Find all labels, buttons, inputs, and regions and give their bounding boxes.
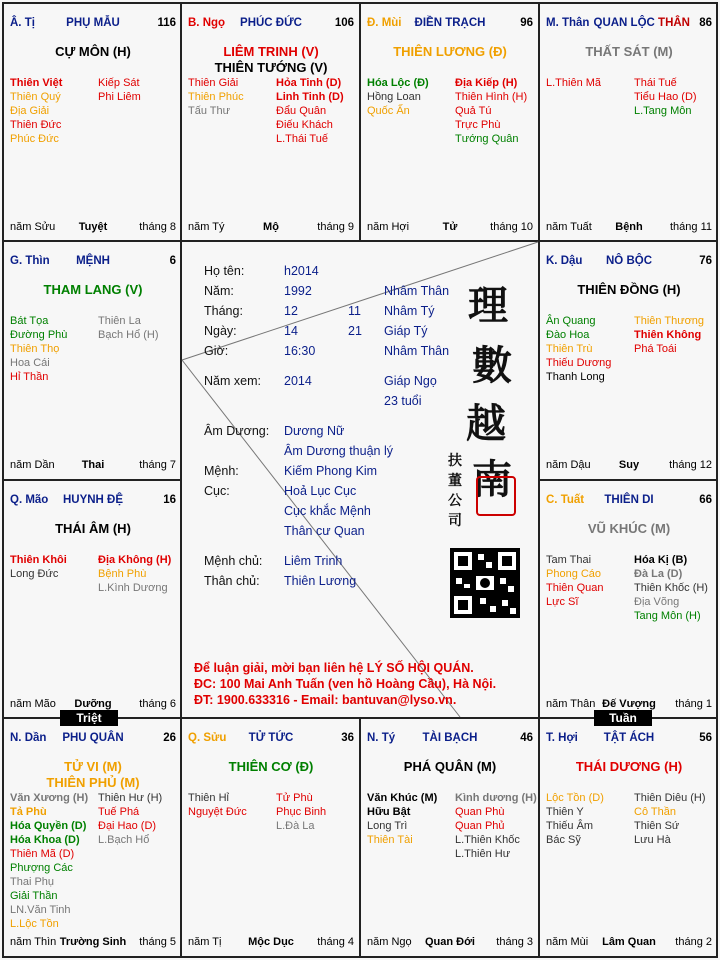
- than-chu-value: Thiên Lương: [284, 574, 357, 588]
- cuc-khac-menh: Cục khắc Mệnh: [284, 504, 371, 518]
- minor-star: L.Lộc Tồn: [10, 918, 59, 930]
- house-ngo[interactable]: [182, 4, 360, 242]
- minor-star: Thiên Trù: [546, 343, 593, 355]
- minor-star: Địa Kiếp (H): [455, 77, 518, 89]
- nguyet-han: tháng 3: [496, 936, 533, 948]
- house-name: PHU QUÂN: [62, 732, 124, 744]
- minor-star: Tuế Phá: [98, 806, 140, 818]
- nguyet-han: tháng 1: [675, 698, 712, 710]
- am-duong-value: Dương Nữ: [284, 424, 345, 438]
- main-star: THAM LANG (V): [43, 282, 143, 297]
- tieu-han: năm Sửu: [10, 221, 56, 233]
- house-dau[interactable]: [540, 242, 718, 480]
- ngay-label: Ngày:: [204, 324, 237, 338]
- minor-star: Tướng Quân: [455, 133, 519, 145]
- house-dai-han: 76: [699, 255, 712, 267]
- center-info-panel: [180, 242, 538, 716]
- minor-star: Kình dương (H): [455, 792, 537, 804]
- house-name: ĐIỀN TRẠCH: [414, 17, 486, 29]
- minor-star: Thiên Quý: [10, 91, 61, 103]
- house-main-stars: [4, 759, 182, 791]
- minor-star: Thiếu Dương: [546, 357, 612, 369]
- minor-star: L.Thiên Hư: [455, 848, 511, 860]
- minor-star: Giải Thần: [10, 890, 58, 902]
- house-main-stars: [540, 759, 718, 775]
- house-dai-han: 66: [699, 494, 712, 506]
- house-cung: M. Thân: [546, 17, 590, 29]
- minor-star: Tử Phù: [276, 792, 313, 804]
- ngay-am-lich: 21: [348, 324, 362, 338]
- minor-star: Kiếp Sát: [98, 77, 140, 89]
- minor-star: Địa Võng: [634, 596, 680, 608]
- main-star: TỬ VI (M): [64, 759, 122, 774]
- house-footer: [10, 935, 176, 949]
- minor-star: Văn Khúc (M): [367, 792, 438, 804]
- house-footer: [188, 935, 354, 949]
- calligraphy-char: 越: [466, 400, 506, 447]
- house-hoi[interactable]: [540, 719, 718, 957]
- minor-star: LN.Văn Tinh: [10, 904, 71, 916]
- minor-star: Trực Phù: [455, 119, 501, 131]
- minor-star: Điếu Khách: [276, 119, 333, 131]
- house-tuat[interactable]: [540, 481, 718, 719]
- gio-label: Giờ:: [204, 344, 229, 358]
- cuc-value: Hoả Lục Cục: [284, 484, 357, 498]
- contact-line-1: Để luận giải, mời bạn liên hệ LÝ SỐ HỘI QUÁN.: [194, 661, 474, 675]
- minor-star: Quốc Ấn: [367, 105, 410, 117]
- nam-label: Năm:: [204, 284, 234, 298]
- minor-star: Đường Phù: [10, 329, 68, 341]
- house-header: [188, 731, 354, 747]
- triet-marker: Triệt: [60, 710, 118, 726]
- house-main-stars: [540, 282, 718, 298]
- house-main-stars: [182, 759, 360, 775]
- house-dai-han: 56: [699, 732, 712, 744]
- minor-star: Thiên Y: [546, 806, 584, 818]
- ngay-can-chi: Giáp Tý: [384, 324, 428, 338]
- minor-star: L.Thiên Khốc: [455, 834, 520, 846]
- minor-star: Thiên Đức: [10, 119, 62, 131]
- minor-star: Địa Không (H): [98, 554, 172, 566]
- minor-star: Tấu Thư: [188, 105, 231, 117]
- house-header: [188, 16, 354, 32]
- minor-star: Phục Binh: [276, 806, 327, 818]
- than-cu-quan: Thân cư Quan: [284, 524, 365, 538]
- calligraphy-char: 理: [468, 282, 508, 329]
- minor-star: Thiên Phúc: [188, 91, 244, 103]
- minor-star: L.Bạch Hổ: [98, 834, 150, 846]
- house-main-stars: [361, 44, 539, 60]
- house-main-stars: [361, 759, 539, 775]
- minor-star: Phượng Các: [10, 862, 73, 874]
- minor-star: Tang Môn (H): [634, 610, 701, 622]
- house-footer: [367, 935, 533, 949]
- house-thin[interactable]: [4, 242, 182, 480]
- minor-star: Long Trì: [367, 820, 408, 832]
- house-header: [546, 254, 712, 270]
- tieu-han: năm Mão: [10, 698, 56, 710]
- minor-star: Lưu Hà: [634, 834, 671, 846]
- house-mao[interactable]: [4, 481, 182, 719]
- nam-value: 1992: [284, 284, 312, 298]
- house-dai-han: 6: [169, 255, 176, 267]
- minor-star: Thiên Sứ: [634, 820, 680, 832]
- minor-star: Thiên Hình (H): [455, 91, 528, 103]
- menh-value: Kiếm Phong Kim: [284, 464, 378, 478]
- house-name: [594, 16, 691, 30]
- house-main-stars: [540, 44, 718, 60]
- minor-star: Ân Quang: [546, 315, 596, 327]
- house-cung: C. Tuất: [546, 494, 585, 506]
- minor-star: Thai Phụ: [10, 876, 55, 888]
- thang-am-lich: 11: [348, 304, 361, 318]
- house-header: [546, 16, 712, 32]
- house-footer: [546, 697, 712, 711]
- house-dai-han: 86: [699, 17, 712, 29]
- minor-star: Hồng Loan: [367, 91, 421, 103]
- house-name-text: QUAN LỘC: [593, 17, 655, 29]
- nguyet-han: tháng 5: [139, 936, 176, 948]
- nam-xem-label: Năm xem:: [204, 374, 261, 388]
- minor-star: Thiên Khốc (H): [634, 582, 708, 594]
- house-footer: [10, 220, 176, 234]
- minor-star: Tam Thai: [546, 554, 592, 566]
- house-footer: [10, 458, 176, 472]
- cuc-label: Cục:: [204, 484, 230, 498]
- house-main-stars: [4, 282, 182, 298]
- house-dai-han: 116: [157, 17, 176, 29]
- thang-can-chi: Nhâm Tý: [384, 304, 435, 318]
- minor-star: Hóa Khoa (D): [10, 834, 80, 846]
- calligraphy-side-char: 司: [448, 513, 462, 529]
- house-cung: Â. Tị: [10, 17, 35, 29]
- house-dai-han: 36: [341, 732, 354, 744]
- truong-sinh: Đế Vượng: [602, 698, 656, 710]
- nguyet-han: tháng 10: [490, 221, 533, 233]
- minor-star: Thiên Giải: [188, 77, 239, 89]
- tieu-han: năm Thân: [546, 698, 596, 710]
- truong-sinh: Quan Đới: [425, 936, 475, 948]
- nguyet-han: tháng 8: [139, 221, 176, 233]
- minor-star: Lực Sĩ: [546, 596, 579, 608]
- minor-star: L.Đà La: [276, 820, 315, 832]
- house-cung: G. Thìn: [10, 255, 50, 267]
- qr-code[interactable]: [450, 548, 520, 618]
- gio-value: 16:30: [284, 344, 316, 358]
- minor-star: Thiên Quan: [546, 582, 604, 594]
- nguyet-han: tháng 2: [675, 936, 712, 948]
- contact-address: ĐC: 100 Mai Anh Tuấn (ven hồ Hoàng Cầu), Hà Nội.: [194, 677, 497, 691]
- calligraphy-side-char: 扶: [448, 453, 462, 469]
- house-main-stars: [4, 44, 182, 60]
- house-dai-han: 96: [520, 17, 533, 29]
- than-chu-label: Thân chủ:: [204, 574, 260, 588]
- house-footer: [188, 220, 354, 234]
- minor-star: Thiên Khôi: [10, 554, 67, 566]
- nguyet-han: tháng 4: [317, 936, 354, 948]
- gio-can-chi: Nhâm Thân: [384, 344, 450, 358]
- minor-star: Lộc Tồn (D): [546, 792, 604, 804]
- house-cung: Đ. Mùi: [367, 17, 402, 29]
- ho-ten-value: h2014: [284, 264, 319, 278]
- house-dai-han: 16: [163, 494, 176, 506]
- main-star: THẤT SÁT (M): [585, 44, 673, 59]
- minor-star: L.Thiên Mã: [546, 77, 602, 89]
- house-header: [367, 731, 533, 747]
- ngay-duong-lich: 14: [284, 324, 298, 338]
- minor-star: Thiên Hư (H): [98, 792, 163, 804]
- house-name: TẬT ÁCH: [603, 732, 655, 744]
- minor-star: Hóa Lộc (Đ): [367, 77, 429, 89]
- truong-sinh: Thai: [81, 459, 105, 471]
- minor-star: Hữu Bật: [367, 806, 411, 818]
- minor-star: Linh Tinh (D): [276, 91, 344, 103]
- nguyet-han: tháng 9: [317, 221, 354, 233]
- minor-star: Hóa Quyền (D): [10, 820, 87, 832]
- truong-sinh: Suy: [618, 459, 640, 471]
- house-footer: [367, 220, 533, 234]
- minor-star: Thiên Thọ: [10, 343, 60, 355]
- main-star: THÁI ÂM (H): [55, 521, 131, 536]
- minor-star: Thiên Hỉ: [188, 792, 229, 804]
- house-cung: N. Tý: [367, 732, 396, 744]
- calligraphy-char: 數: [472, 342, 512, 389]
- truong-sinh: Mộc Dục: [248, 936, 294, 948]
- house-header: [10, 254, 176, 270]
- menh-chu-value: Liêm Trinh: [284, 554, 343, 568]
- main-star: LIÊM TRINH (V): [223, 44, 319, 59]
- minor-star: Bệnh Phù: [98, 568, 147, 580]
- minor-star: Thiên Diêu (H): [634, 792, 706, 804]
- tieu-han: năm Mùi: [546, 936, 589, 948]
- truong-sinh: Trường Sinh: [59, 936, 127, 948]
- house-name: PHÚC ĐỨC: [240, 17, 302, 29]
- house-name: TỬ TỨC: [248, 732, 294, 744]
- house-cung: N. Dần: [10, 732, 47, 744]
- minor-star: Quan Phù: [455, 806, 505, 818]
- minor-star: Phong Cáo: [546, 568, 602, 580]
- truong-sinh: Tuyệt: [78, 221, 108, 233]
- tieu-han: năm Dậu: [546, 459, 591, 471]
- house-cung: Q. Sửu: [188, 732, 227, 744]
- house-dai-han: 26: [163, 732, 176, 744]
- house-cung: Q. Mão: [10, 494, 49, 506]
- minor-star: Thiên La: [98, 315, 141, 327]
- calligraphy-char: 南: [472, 456, 512, 503]
- house-mui[interactable]: [361, 4, 539, 242]
- minor-star: Đà La (D): [634, 568, 683, 580]
- house-footer: [546, 935, 712, 949]
- house-dai-han: 106: [334, 17, 354, 29]
- calligraphy-side-char: 董: [448, 473, 462, 489]
- minor-star: Thiên Không: [634, 329, 702, 341]
- red-seal: [476, 476, 516, 516]
- house-main-stars: [4, 521, 182, 537]
- nam-xem-can-chi: Giáp Ngọ: [384, 374, 437, 388]
- tieu-han: năm Hợi: [367, 221, 410, 233]
- house-name: NÔ BỘC: [606, 255, 652, 267]
- minor-star: Tiểu Hao (D): [634, 91, 697, 103]
- main-star: PHÁ QUÂN (M): [403, 759, 497, 774]
- truong-sinh: Lâm Quan: [602, 936, 656, 948]
- am-duong-label: Âm Dương:: [204, 424, 270, 438]
- minor-star: Bạch Hổ (H): [98, 329, 159, 341]
- tieu-han: năm Tý: [188, 221, 225, 233]
- minor-star: Thiếu Âm: [546, 820, 594, 832]
- minor-star: Thiên Mã (D): [10, 848, 75, 860]
- minor-star: Nguyệt Đức: [188, 806, 247, 818]
- house-main-stars: [540, 521, 718, 537]
- nguyet-han: tháng 7: [139, 459, 176, 471]
- tieu-han: năm Thìn: [10, 936, 57, 948]
- minor-star: Quả Tú: [455, 105, 492, 117]
- minor-star: Phi Liêm: [98, 91, 141, 103]
- house-header: [367, 16, 533, 32]
- minor-star: Bát Tọa: [10, 315, 49, 327]
- house-cung: T. Hợi: [546, 732, 578, 744]
- thang-label: Tháng:: [204, 304, 243, 318]
- contact-phone-email[interactable]: ĐT: 1900.633316 - Email: bantuvan@lyso.vn.: [194, 693, 457, 707]
- house-name: HUYNH ĐỆ: [62, 494, 124, 506]
- minor-star: Hỏa Tinh (D): [276, 77, 342, 89]
- minor-star: Hỉ Thần: [10, 371, 49, 383]
- minor-star: Thiên Thương: [634, 315, 705, 327]
- tuan-marker: Tuần: [594, 710, 652, 726]
- minor-star: Bác Sỹ: [546, 834, 581, 846]
- house-footer: [546, 220, 712, 234]
- house-dai-han: 46: [520, 732, 533, 744]
- nguyet-han: tháng 6: [139, 698, 176, 710]
- minor-star: Đào Hoa: [546, 329, 590, 341]
- menh-chu-label: Mệnh chủ:: [204, 554, 263, 568]
- house-cung: K. Dậu: [546, 255, 583, 267]
- minor-star: L.Thái Tuế: [276, 133, 328, 145]
- house-footer: [546, 458, 712, 472]
- house-ty[interactable]: [361, 719, 539, 957]
- house-header: [546, 731, 712, 747]
- main-star: THIÊN CƠ (Đ): [228, 759, 314, 774]
- tieu-han: năm Tuất: [546, 221, 592, 233]
- minor-star: Đại Hao (D): [98, 820, 157, 832]
- main-star: CỰ MÔN (H): [55, 44, 131, 59]
- tieu-han: năm Tị: [188, 936, 222, 948]
- main-star: THIÊN PHỦ (M): [46, 775, 140, 790]
- house-ti[interactable]: [4, 4, 182, 242]
- nguyet-han: tháng 12: [669, 459, 712, 471]
- house-header: [10, 493, 176, 509]
- house-than[interactable]: [540, 4, 718, 242]
- house-dan[interactable]: [4, 719, 182, 957]
- house-header: [10, 731, 176, 747]
- house-name: PHỤ MẪU: [66, 17, 120, 29]
- minor-star: Tả Phù: [10, 806, 47, 818]
- house-header: [546, 493, 712, 509]
- house-name: TÀI BẠCH: [422, 732, 478, 744]
- calligraphy-side-char: 公: [448, 493, 462, 509]
- main-star: THIÊN TƯỚNG (V): [214, 60, 328, 75]
- minor-star: Đẩu Quân: [276, 105, 327, 117]
- minor-star: Phá Toái: [634, 343, 677, 355]
- truong-sinh: Bệnh: [615, 221, 643, 233]
- minor-star: Thanh Long: [546, 371, 605, 383]
- house-suu[interactable]: [182, 719, 360, 957]
- house-cung: B. Ngọ: [188, 17, 226, 29]
- thang-duong-lich: 12: [284, 304, 298, 318]
- minor-star: Văn Xương (H): [10, 792, 89, 804]
- minor-star: Quan Phủ: [455, 820, 505, 832]
- main-star: VŨ KHÚC (M): [587, 521, 671, 536]
- house-main-stars: [182, 44, 360, 76]
- am-duong-ly: Âm Dương thuận lý: [284, 444, 393, 458]
- ho-ten-label: Họ tên:: [204, 264, 245, 278]
- minor-star: Hoa Cái: [10, 357, 50, 369]
- truong-sinh: Tử: [442, 221, 458, 233]
- main-star: THÁI DƯƠNG (H): [575, 759, 683, 774]
- minor-star: Hóa Kị (B): [634, 554, 688, 566]
- nam-xem-value: 2014: [284, 374, 312, 388]
- minor-star: Long Đức: [10, 568, 59, 580]
- main-star: THIÊN LƯƠNG (Đ): [393, 44, 507, 59]
- house-header: [10, 16, 176, 32]
- tieu-han: năm Dần: [10, 459, 55, 471]
- tuoi-value: 23 tuổi: [384, 394, 422, 408]
- minor-star: Địa Giải: [10, 105, 50, 117]
- minor-star: Thiên Tài: [367, 834, 413, 846]
- nguyet-han: tháng 11: [669, 221, 712, 233]
- house-name: THIÊN DI: [604, 494, 654, 506]
- tieu-han: năm Ngọ: [367, 936, 412, 948]
- menh-label: Mệnh:: [204, 464, 239, 478]
- minor-star: L.Tang Môn: [634, 105, 692, 117]
- minor-star: Thiên Việt: [10, 77, 63, 89]
- minor-star: L.Kình Dương: [98, 582, 168, 594]
- truong-sinh: Dưỡng: [74, 698, 112, 710]
- nam-can-chi: Nhâm Thân: [384, 284, 450, 298]
- house-name: MỆNH: [76, 255, 110, 267]
- house-footer: [10, 697, 176, 711]
- truong-sinh: Mộ: [263, 221, 279, 233]
- minor-star: Phúc Đức: [10, 133, 59, 145]
- main-star: THIÊN ĐỒNG (H): [577, 282, 681, 297]
- minor-star: Thái Tuế: [634, 77, 677, 89]
- minor-star: Cô Thần: [634, 806, 676, 818]
- than-tag: THÂN: [658, 17, 690, 29]
